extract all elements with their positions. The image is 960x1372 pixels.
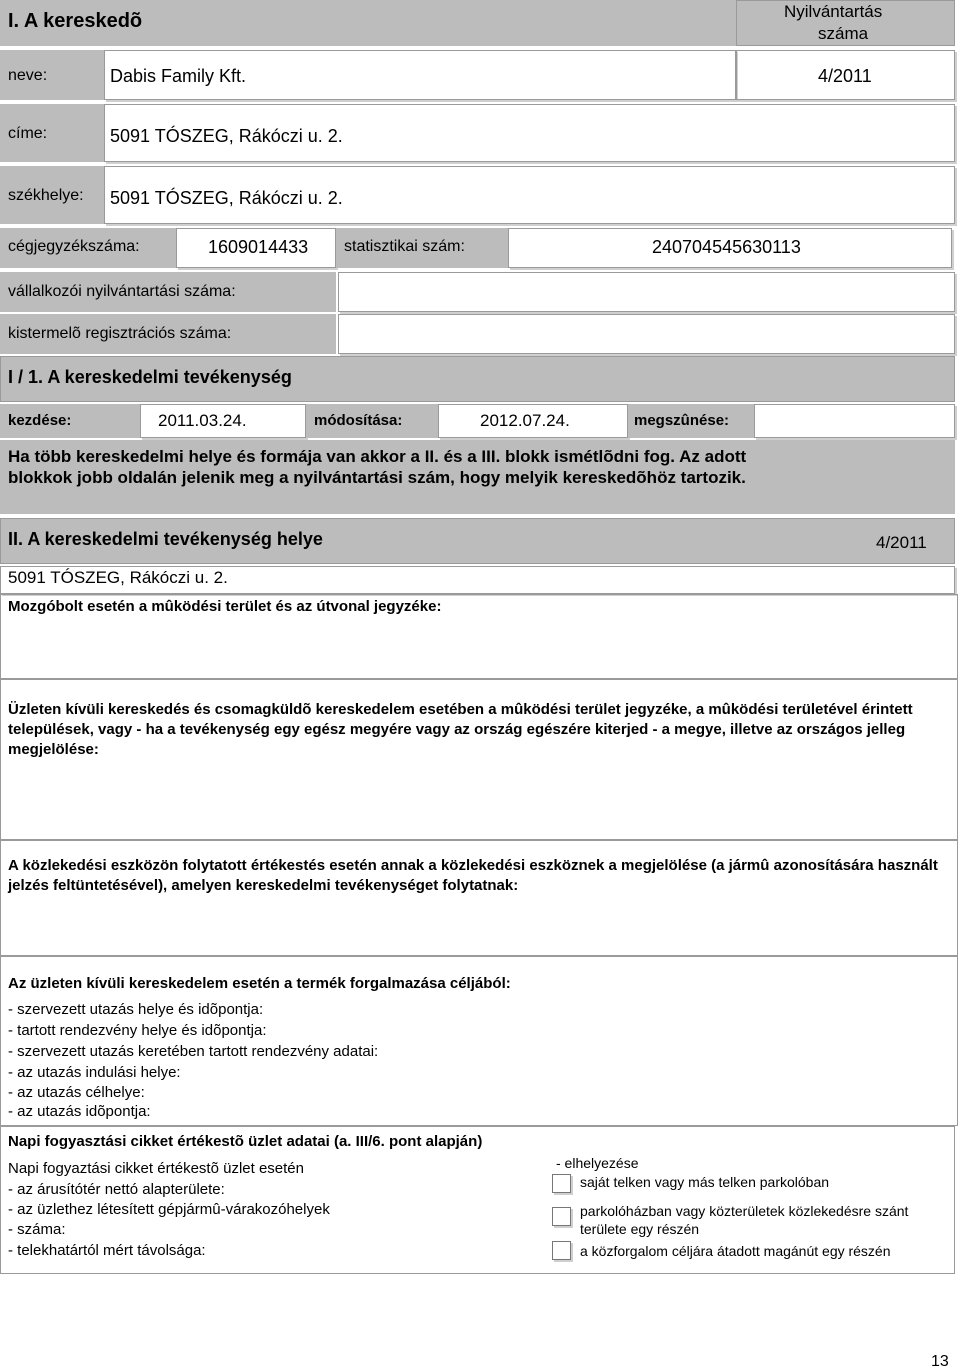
outside-shop-item: - tartott rendezvény helye és idõpontja:: [8, 1022, 267, 1039]
note-text: Ha több kereskedelmi helye és formája van akkor a II. és a III. blokk ismétlõdni fog. Az adott blokkok jobb oldalán jelenik meg a nyilvántartási szám, hogy melyik kereskedõhöz tartozik.: [8, 447, 747, 487]
registry-label-line1: Nyilvántartás: [784, 2, 883, 21]
outside-shop-item: - szervezett utazás helye és idõpontja:: [8, 1001, 264, 1018]
vehicle-label: A közlekedési eszközön folytatott értékestés esetén annak a közlekedési eszköznek a megjelölése (a jármû azonosítására használt jelzés feltüntetésével), amelyen kereskedelmi tevékenységet folytatnak:: [8, 857, 938, 894]
placement-checkbox-1[interactable]: [552, 1174, 571, 1193]
company-reg-value: 1609014433: [208, 237, 309, 257]
mod-label: módosítása:: [314, 412, 403, 429]
seat-label: székhelye:: [8, 187, 84, 204]
name-label: neve:: [8, 67, 48, 84]
activity-title: I / 1. A kereskedelmi tevékenység: [8, 367, 292, 387]
producer-field: [338, 314, 955, 354]
registry-number: 4/2011: [818, 66, 872, 86]
placement-option-3: a közforgalom céljára átadott magánút egy részén: [580, 1243, 891, 1259]
entrepreneur-field: [338, 272, 955, 312]
placement-checkbox-3[interactable]: [552, 1241, 571, 1260]
outside-label: Üzleten kívüli kereskedés és csomagküldõ kereskedelem esetében a mûködési terület jegyzéke, a mûködési területével érintett települések, vagy - ha a tevékenység egy egész megyére vagy az ország egészére kiterjed - a megye, illetve az országos jelleg megjelölése:: [8, 701, 913, 758]
start-label: kezdése:: [8, 412, 72, 429]
place-address: 5091 TÓSZEG, Rákóczi u. 2.: [8, 568, 228, 587]
mod-value: 2012.07.24.: [480, 411, 570, 430]
company-reg-label: cégjegyzékszáma:: [8, 238, 140, 255]
placement-option-1: saját telken vagy más telken parkolóban: [580, 1174, 830, 1190]
daily-item: - telekhatártól mért távolsága:: [8, 1242, 206, 1259]
stat-value: 240704545630113: [652, 237, 801, 257]
entrepreneur-label: vállalkozói nyilvántartási száma:: [8, 283, 236, 300]
daily-item: - az árusítótér nettó alapterülete:: [8, 1181, 225, 1198]
registry-label-line2: száma: [818, 24, 869, 43]
outside-shop-item: - az utazás indulási helye:: [8, 1064, 181, 1081]
seat-value: 5091 TÓSZEG, Rákóczi u. 2.: [110, 188, 343, 208]
outside-shop-item: - szervezett utazás keretében tartott rendezvény adatai:: [8, 1043, 379, 1060]
daily-item: - száma:: [8, 1221, 66, 1238]
end-label: megszûnése:: [634, 412, 730, 429]
daily-title: Napi fogyasztási cikket értékestõ üzlet adatai (a. III/6. pont alapján): [8, 1133, 483, 1150]
start-value: 2011.03.24.: [158, 411, 247, 430]
placement-option-2: parkolóházban vagy közterületek közlekedésre szánt területe egy részén: [580, 1203, 909, 1237]
outside-shop-item: - az utazás célhelye:: [8, 1084, 145, 1101]
outside-shop-item: - az utazás idõpontja:: [8, 1103, 151, 1120]
end-field: [754, 404, 955, 438]
daily-item: - az üzlethez létesített gépjármû-várakozóhelyek: [8, 1201, 330, 1218]
address-label: címe:: [8, 125, 48, 142]
outside-shop-title: Az üzleten kívüli kereskedelem esetén a termék forgalmazása céljából:: [8, 975, 511, 992]
stat-label: statisztikai szám:: [344, 238, 465, 255]
section-title: I. A kereskedõ: [8, 10, 143, 32]
place-title: II. A kereskedelmi tevékenység helye: [8, 529, 323, 549]
producer-label: kistermelõ regisztrációs száma:: [8, 325, 232, 342]
placement-checkbox-2[interactable]: [552, 1207, 571, 1226]
daily-item: Napi fogyaztási cikket értékestõ üzlet esetén: [8, 1160, 304, 1177]
name-value: Dabis Family Kft.: [110, 66, 247, 86]
mobile-label: Mozgóbolt esetén a mûködési terület és az útvonal jegyzéke:: [8, 598, 442, 615]
place-registry-number: 4/2011: [876, 533, 927, 552]
address-value: 5091 TÓSZEG, Rákóczi u. 2.: [110, 126, 343, 146]
page-number: 13: [931, 1353, 949, 1370]
placement-label: - elhelyezése: [556, 1155, 639, 1171]
